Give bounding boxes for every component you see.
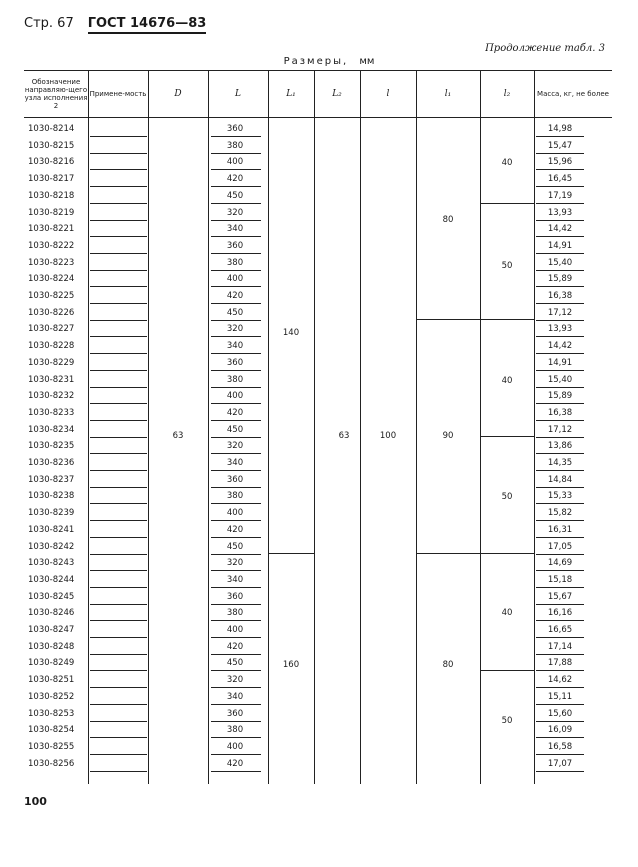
usage-blank-line bbox=[90, 169, 147, 170]
row-code: 1030-8234 bbox=[28, 424, 75, 435]
l1-value: 90 bbox=[442, 431, 454, 441]
continuation-note: Продолжение табл. 3 bbox=[485, 43, 605, 54]
dimensions-table bbox=[24, 70, 612, 784]
row-mass: 13,93 bbox=[547, 324, 573, 335]
row-L: 420 bbox=[226, 291, 244, 301]
L-underline bbox=[211, 754, 261, 755]
row-L: 340 bbox=[226, 691, 244, 702]
L-underline bbox=[211, 270, 261, 271]
row-mass: 16,09 bbox=[547, 725, 573, 736]
L-underline bbox=[211, 487, 261, 488]
sizes-unit: мм bbox=[359, 56, 375, 67]
l2-value: 40 bbox=[501, 608, 513, 618]
l2-group-divider bbox=[480, 553, 534, 554]
mass-underline bbox=[536, 220, 584, 221]
row-code: 1030-8253 bbox=[28, 708, 75, 719]
usage-blank-line bbox=[90, 353, 147, 354]
row-L: 380 bbox=[226, 491, 244, 502]
row-code: 1030-8247 bbox=[28, 625, 75, 635]
usage-blank-line bbox=[90, 704, 147, 705]
row-mass: 15,33 bbox=[547, 491, 573, 502]
col-header-D: D bbox=[174, 88, 182, 99]
L-underline bbox=[211, 737, 261, 738]
mass-underline bbox=[536, 270, 584, 271]
row-mass: 14,42 bbox=[547, 224, 573, 235]
col-divider bbox=[88, 70, 89, 784]
mass-underline bbox=[536, 487, 584, 488]
usage-blank-line bbox=[90, 203, 147, 204]
row-code: 1030-8243 bbox=[28, 558, 75, 569]
row-L: 400 bbox=[226, 391, 244, 402]
l2-group-divider bbox=[480, 319, 534, 320]
usage-blank-line bbox=[90, 336, 147, 337]
L-underline bbox=[211, 554, 261, 555]
row-mass: 17,12 bbox=[547, 307, 573, 318]
L-underline bbox=[211, 721, 261, 722]
usage-blank-line bbox=[90, 487, 147, 488]
row-code: 1030-8219 bbox=[28, 207, 75, 218]
l2-value: 50 bbox=[501, 261, 513, 271]
row-mass: 15,60 bbox=[547, 708, 573, 719]
row-mass: 17,14 bbox=[547, 641, 573, 652]
mass-underline bbox=[536, 754, 584, 755]
L-underline bbox=[211, 570, 261, 571]
l1-group-divider bbox=[416, 319, 480, 320]
row-code: 1030-8225 bbox=[28, 291, 75, 301]
usage-blank-line bbox=[90, 620, 147, 621]
sizes-label: Размеры, bbox=[283, 56, 349, 67]
header-rule bbox=[24, 117, 612, 118]
row-code: 1030-8229 bbox=[28, 357, 75, 368]
l2-value: 50 bbox=[501, 492, 513, 502]
L-underline bbox=[211, 403, 261, 404]
col-divider bbox=[268, 70, 269, 784]
usage-blank-line bbox=[90, 670, 147, 671]
row-code: 1030-8223 bbox=[28, 257, 75, 268]
row-L: 360 bbox=[226, 124, 244, 134]
row-code: 1030-8222 bbox=[28, 240, 75, 251]
usage-blank-line bbox=[90, 403, 147, 404]
usage-blank-line bbox=[90, 520, 147, 521]
row-mass: 15,89 bbox=[547, 274, 573, 285]
usage-blank-line bbox=[90, 253, 147, 254]
mass-underline bbox=[536, 554, 584, 555]
row-L: 360 bbox=[226, 240, 244, 251]
L-underline bbox=[211, 387, 261, 388]
col-header-usage: Примене-мость bbox=[89, 89, 147, 98]
L-underline bbox=[211, 687, 261, 688]
usage-blank-line bbox=[90, 136, 147, 137]
mass-underline bbox=[536, 186, 584, 187]
mass-underline bbox=[536, 721, 584, 722]
row-mass: 17,88 bbox=[547, 658, 573, 669]
row-L: 420 bbox=[226, 641, 244, 652]
row-L: 420 bbox=[226, 524, 244, 535]
L-underline bbox=[211, 353, 261, 354]
row-L: 360 bbox=[226, 708, 244, 719]
row-L: 340 bbox=[226, 458, 244, 468]
L-underline bbox=[211, 169, 261, 170]
row-code: 1030-8245 bbox=[28, 591, 75, 602]
usage-blank-line bbox=[90, 754, 147, 755]
L-underline bbox=[211, 704, 261, 705]
mass-underline bbox=[536, 453, 584, 454]
usage-blank-line bbox=[90, 721, 147, 722]
row-L: 380 bbox=[226, 257, 244, 268]
L-underline bbox=[211, 453, 261, 454]
sizes-caption bbox=[0, 56, 638, 67]
row-mass: 16,65 bbox=[547, 625, 573, 635]
mass-underline bbox=[536, 336, 584, 337]
col-header-l: l bbox=[386, 88, 390, 99]
row-code: 1030-8244 bbox=[28, 574, 75, 585]
mass-underline bbox=[536, 470, 584, 471]
row-code: 1030-8235 bbox=[28, 441, 75, 452]
row-mass: 17,05 bbox=[547, 541, 573, 552]
row-mass: 16,16 bbox=[547, 608, 573, 619]
usage-blank-line bbox=[90, 236, 147, 237]
row-mass: 15,18 bbox=[547, 574, 573, 585]
usage-blank-line bbox=[90, 370, 147, 371]
L-underline bbox=[211, 670, 261, 671]
mass-underline bbox=[536, 620, 584, 621]
l2-group-divider bbox=[480, 436, 534, 437]
usage-blank-line bbox=[90, 220, 147, 221]
mass-underline bbox=[536, 286, 584, 287]
mass-underline bbox=[536, 437, 584, 438]
row-L: 400 bbox=[226, 508, 244, 519]
row-L: 400 bbox=[226, 741, 244, 752]
col-divider bbox=[148, 70, 149, 784]
L-underline bbox=[211, 236, 261, 237]
row-code: 1030-8248 bbox=[28, 641, 75, 652]
L-underline bbox=[211, 437, 261, 438]
usage-blank-line bbox=[90, 270, 147, 271]
L-underline bbox=[211, 620, 261, 621]
row-L: 380 bbox=[226, 725, 244, 736]
row-L: 340 bbox=[226, 574, 244, 585]
usage-blank-line bbox=[90, 554, 147, 555]
mass-underline bbox=[536, 687, 584, 688]
row-L: 380 bbox=[226, 608, 244, 619]
mass-underline bbox=[536, 403, 584, 404]
usage-blank-line bbox=[90, 637, 147, 638]
row-L: 380 bbox=[226, 140, 244, 151]
col-divider bbox=[208, 70, 209, 784]
standard-number: ГОСТ 14676—83 bbox=[88, 16, 207, 34]
page-header bbox=[24, 16, 206, 34]
row-mass: 15,11 bbox=[547, 691, 573, 702]
row-mass: 15,40 bbox=[547, 374, 573, 385]
row-mass: 13,86 bbox=[547, 441, 573, 452]
row-L: 320 bbox=[226, 675, 244, 686]
l1-value: 80 bbox=[442, 660, 454, 670]
row-mass: 15,47 bbox=[547, 140, 573, 151]
row-code: 1030-8226 bbox=[28, 307, 75, 318]
row-code: 1030-8228 bbox=[28, 341, 75, 352]
row-L: 360 bbox=[226, 474, 244, 485]
mass-underline bbox=[536, 236, 584, 237]
row-mass: 17,19 bbox=[547, 190, 573, 201]
l-value: 100 bbox=[379, 431, 397, 441]
usage-blank-line bbox=[90, 570, 147, 571]
row-L: 450 bbox=[226, 541, 244, 552]
row-code: 1030-8255 bbox=[28, 741, 75, 752]
usage-blank-line bbox=[90, 604, 147, 605]
L-underline bbox=[211, 286, 261, 287]
row-L: 450 bbox=[226, 307, 244, 318]
row-L: 450 bbox=[226, 424, 244, 435]
row-code: 1030-8237 bbox=[28, 474, 75, 485]
row-code: 1030-8215 bbox=[28, 140, 75, 151]
mass-underline bbox=[536, 604, 584, 605]
row-mass: 15,82 bbox=[547, 508, 573, 519]
mass-underline bbox=[536, 520, 584, 521]
mass-underline bbox=[536, 387, 584, 388]
l1-group-divider bbox=[416, 553, 480, 554]
row-mass: 14,98 bbox=[547, 124, 573, 134]
col-header-L: L bbox=[235, 88, 241, 99]
row-L: 380 bbox=[226, 374, 244, 385]
usage-blank-line bbox=[90, 503, 147, 504]
row-L: 400 bbox=[226, 625, 244, 635]
usage-blank-line bbox=[90, 654, 147, 655]
mass-underline bbox=[536, 353, 584, 354]
mass-underline bbox=[536, 503, 584, 504]
row-mass: 15,96 bbox=[547, 157, 573, 168]
L-underline bbox=[211, 520, 261, 521]
usage-blank-line bbox=[90, 420, 147, 421]
row-L: 450 bbox=[226, 658, 244, 669]
row-code: 1030-8254 bbox=[28, 725, 75, 736]
row-code: 1030-8214 bbox=[28, 124, 75, 134]
row-mass: 14,69 bbox=[547, 558, 573, 569]
row-L: 320 bbox=[226, 558, 244, 569]
row-L: 360 bbox=[226, 591, 244, 602]
usage-blank-line bbox=[90, 537, 147, 538]
row-code: 1030-8218 bbox=[28, 190, 75, 201]
row-mass: 16,31 bbox=[547, 524, 573, 535]
row-mass: 17,07 bbox=[547, 758, 573, 769]
L-underline bbox=[211, 336, 261, 337]
row-code: 1030-8251 bbox=[28, 675, 75, 686]
row-code: 1030-8221 bbox=[28, 224, 75, 235]
mass-underline bbox=[536, 153, 584, 154]
col-header-l2: l₂ bbox=[503, 88, 511, 99]
row-mass: 14,35 bbox=[547, 458, 573, 468]
col-header-mass: Масса, кг, не более bbox=[537, 89, 609, 98]
row-code: 1030-8231 bbox=[28, 374, 75, 385]
L-underline bbox=[211, 153, 261, 154]
L2-value: 63 bbox=[338, 431, 350, 441]
col-divider bbox=[360, 70, 361, 784]
mass-underline bbox=[536, 637, 584, 638]
usage-blank-line bbox=[90, 453, 147, 454]
usage-blank-line bbox=[90, 771, 147, 772]
usage-blank-line bbox=[90, 153, 147, 154]
row-mass: 15,67 bbox=[547, 591, 573, 602]
L-underline bbox=[211, 203, 261, 204]
D-value: 63 bbox=[172, 431, 184, 441]
row-mass: 14,91 bbox=[547, 357, 573, 368]
L1-value: 140 bbox=[282, 328, 300, 338]
mass-underline bbox=[536, 737, 584, 738]
usage-blank-line bbox=[90, 687, 147, 688]
page-number: 100 bbox=[24, 795, 47, 808]
col-divider bbox=[534, 70, 535, 784]
usage-blank-line bbox=[90, 320, 147, 321]
mass-underline bbox=[536, 203, 584, 204]
row-L: 340 bbox=[226, 224, 244, 235]
row-L: 420 bbox=[226, 758, 244, 769]
mass-underline bbox=[536, 654, 584, 655]
row-code: 1030-8252 bbox=[28, 691, 75, 702]
row-code: 1030-8224 bbox=[28, 274, 75, 285]
row-mass: 13,93 bbox=[547, 207, 573, 218]
mass-underline bbox=[536, 587, 584, 588]
col-divider bbox=[480, 70, 481, 784]
row-code: 1030-8238 bbox=[28, 491, 75, 502]
row-mass: 14,84 bbox=[547, 474, 573, 485]
L-underline bbox=[211, 503, 261, 504]
usage-blank-line bbox=[90, 737, 147, 738]
mass-underline bbox=[536, 136, 584, 137]
row-code: 1030-8217 bbox=[28, 174, 75, 185]
row-code: 1030-8227 bbox=[28, 324, 75, 335]
mass-underline bbox=[536, 537, 584, 538]
col-header-l1: l₁ bbox=[444, 88, 452, 99]
col-divider bbox=[314, 70, 315, 784]
l1-value: 80 bbox=[442, 215, 454, 225]
row-mass: 14,62 bbox=[547, 675, 573, 686]
usage-blank-line bbox=[90, 437, 147, 438]
mass-underline bbox=[536, 169, 584, 170]
row-L: 360 bbox=[226, 357, 244, 368]
row-code: 1030-8249 bbox=[28, 658, 75, 669]
row-L: 420 bbox=[226, 407, 244, 418]
L-underline bbox=[211, 136, 261, 137]
L-underline bbox=[211, 370, 261, 371]
mass-underline bbox=[536, 570, 584, 571]
L-underline bbox=[211, 303, 261, 304]
row-code: 1030-8232 bbox=[28, 391, 75, 402]
row-code: 1030-8242 bbox=[28, 541, 75, 552]
col-divider bbox=[416, 70, 417, 784]
row-code: 1030-8246 bbox=[28, 608, 75, 619]
row-L: 400 bbox=[226, 274, 244, 285]
row-mass: 14,91 bbox=[547, 240, 573, 251]
l2-value: 50 bbox=[501, 716, 513, 726]
L-underline bbox=[211, 420, 261, 421]
row-L: 320 bbox=[226, 324, 244, 335]
l2-value: 40 bbox=[501, 376, 513, 386]
L-underline bbox=[211, 604, 261, 605]
usage-blank-line bbox=[90, 303, 147, 304]
mass-underline bbox=[536, 771, 584, 772]
mass-underline bbox=[536, 370, 584, 371]
L1-value: 160 bbox=[282, 660, 300, 670]
usage-blank-line bbox=[90, 587, 147, 588]
row-code: 1030-8239 bbox=[28, 508, 75, 519]
mass-underline bbox=[536, 253, 584, 254]
page-label: Стр. 67 bbox=[24, 16, 74, 31]
l2-group-divider bbox=[480, 670, 534, 671]
L-underline bbox=[211, 654, 261, 655]
col-header-L1: L₁ bbox=[286, 88, 296, 99]
L-underline bbox=[211, 470, 261, 471]
row-mass: 16,38 bbox=[547, 291, 573, 301]
L-underline bbox=[211, 537, 261, 538]
L-underline bbox=[211, 637, 261, 638]
row-code: 1030-8216 bbox=[28, 157, 75, 168]
mass-underline bbox=[536, 704, 584, 705]
L-underline bbox=[211, 253, 261, 254]
row-L: 420 bbox=[226, 174, 244, 185]
col-header-L2: L₂ bbox=[332, 88, 342, 99]
usage-blank-line bbox=[90, 470, 147, 471]
row-mass: 17,12 bbox=[547, 424, 573, 435]
mass-underline bbox=[536, 303, 584, 304]
l1-group-divider bbox=[268, 553, 314, 554]
row-L: 320 bbox=[226, 207, 244, 218]
row-code: 1030-8236 bbox=[28, 458, 75, 468]
mass-underline bbox=[536, 670, 584, 671]
row-mass: 14,42 bbox=[547, 341, 573, 352]
row-mass: 15,89 bbox=[547, 391, 573, 402]
row-mass: 16,58 bbox=[547, 741, 573, 752]
row-L: 320 bbox=[226, 441, 244, 452]
mass-underline bbox=[536, 420, 584, 421]
row-mass: 16,38 bbox=[547, 407, 573, 418]
row-code: 1030-8241 bbox=[28, 524, 75, 535]
row-mass: 16,45 bbox=[547, 174, 573, 185]
l2-value: 40 bbox=[501, 158, 513, 168]
l2-group-divider bbox=[480, 203, 534, 204]
usage-blank-line bbox=[90, 286, 147, 287]
L-underline bbox=[211, 186, 261, 187]
row-L: 400 bbox=[226, 157, 244, 168]
L-underline bbox=[211, 320, 261, 321]
L-underline bbox=[211, 220, 261, 221]
usage-blank-line bbox=[90, 387, 147, 388]
L-underline bbox=[211, 771, 261, 772]
row-code: 1030-8233 bbox=[28, 407, 75, 418]
row-L: 340 bbox=[226, 341, 244, 352]
col-header-code: Обозначение направляю-щего узла исполнения 2 bbox=[24, 77, 88, 110]
L-underline bbox=[211, 587, 261, 588]
row-mass: 15,40 bbox=[547, 257, 573, 268]
row-code: 1030-8256 bbox=[28, 758, 75, 769]
mass-underline bbox=[536, 320, 584, 321]
usage-blank-line bbox=[90, 186, 147, 187]
row-L: 450 bbox=[226, 190, 244, 201]
